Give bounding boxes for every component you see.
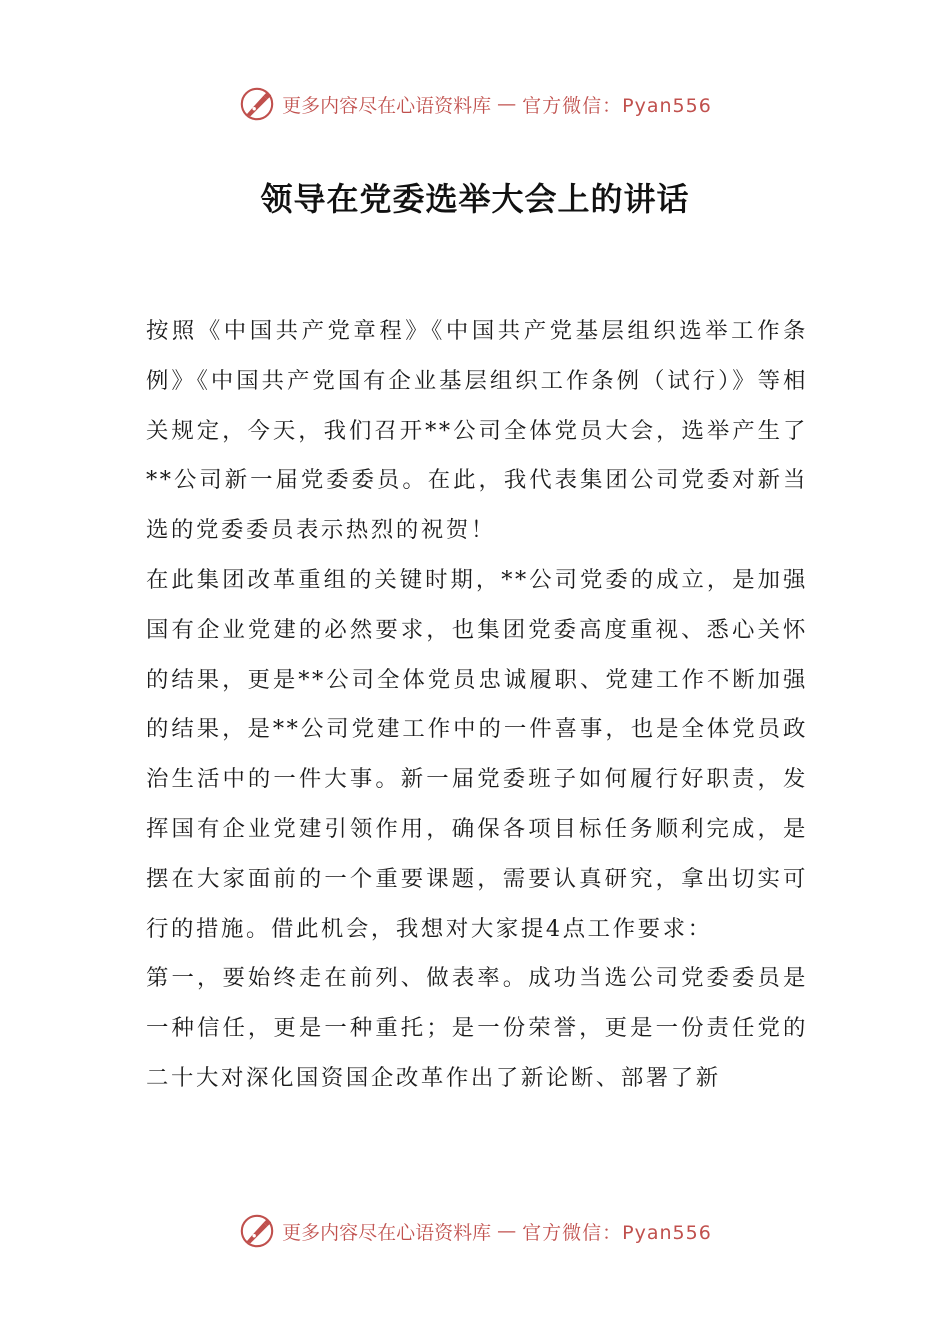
footer-banner (0, 1209, 950, 1253)
banner-brand-text: 更多内容尽在心语资料库 (282, 94, 492, 117)
pen-nib-logo-icon (238, 85, 276, 123)
document-title: 领导在党委选举大会上的讲话 (260, 180, 690, 218)
paragraph-1: 按照《中国共产党章程》《中国共产党基层组织选举工作条例》《中国共产党国有企业基层组织工作条例（试行）》等相关规定，今天，我们召开**公司全体党员大会，选举产生了**公司新一届党委委员。在此，我代表集团公司党委对新当选的党委委员表示热烈的祝贺！ (146, 318, 808, 544)
header-banner (0, 82, 950, 126)
banner-wechat-text: 官方微信：Pyan556 (522, 94, 712, 117)
banner-separator: — (497, 93, 517, 115)
banner-wechat-text: 官方微信：Pyan556 (522, 1221, 712, 1244)
banner-brand-text: 更多内容尽在心语资料库 (282, 1221, 492, 1244)
banner-separator: — (497, 1220, 517, 1242)
document-body (146, 307, 808, 1104)
paragraph-3: 第一，要始终走在前列、做表率。成功当选公司党委委员是一种信任，更是一种重托；是一份荣誉，更是一份责任党的二十大对深化国资国企改革作出了新论断、部署了新 (146, 965, 808, 1091)
paragraph-2: 在此集团改革重组的关键时期，**公司党委的成立，是加强国有企业党建的必然要求，也集团党委高度重视、悉心关怀的结果，更是**公司全体党员忠诚履职、党建工作不断加强的结果，是**公司党建工作中的一件喜事，也是全体党员政治生活中的一件大事。新一届党委班子如何履行好职责，发挥国有企业党建引领作用，确保各项目标任务顺利完成，是摆在大家面前的一个重要课题，需要认真研究，拿出切实可行的措施。借此机会，我想对大家提4点工作要求： (146, 566, 808, 942)
pen-nib-logo-icon (238, 1212, 276, 1250)
